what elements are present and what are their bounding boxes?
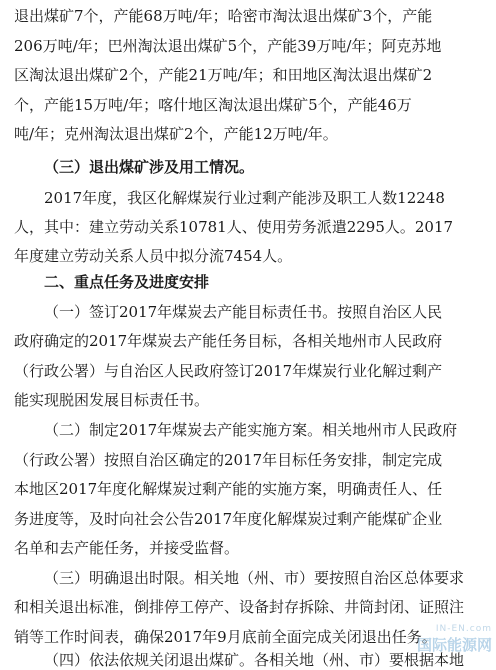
text-line: （四）依法依规关闭退出煤矿。各相关地（州、市）要根据本地 [44,651,465,669]
watermark-name: 国际能源网 [416,636,492,654]
text-line: （行政公署）与自治区人民政府签订2017年煤炭行业化解过剩产 [14,362,443,380]
text-line: 政府确定的2017年煤炭去产能任务目标，各相关地州市人民政府 [14,332,443,350]
text-line: 和相关退出标准，倒排停工停产、设备封存拆除、井筒封闭、证照注 [14,598,465,616]
text-line: 能实现脱困发展目标责任书。 [14,391,210,409]
text-line: 退出煤矿7个，产能68万吨/年；哈密市淘汰退出煤矿3个，产能 [14,7,433,25]
text-line: 个，产能15万吨/年；喀什地区淘汰退出煤矿5个，产能46万 [14,96,412,114]
text-line: 区淘汰退出煤矿2个，产能21万吨/年；和田地区淘汰退出煤矿2 [14,66,433,84]
text-line: 名单和去产能任务，并接受监督。 [14,539,240,557]
watermark-url: IN-EN.com [435,624,492,634]
text-line: 人，其中：建立劳动关系10781人、使用劳务派遣2295人。2017 [14,218,454,236]
section-heading: 二、重点任务及进度安排 [44,273,210,291]
text-line: （一）签订2017年煤炭去产能目标责任书。按照自治区人民 [44,303,443,321]
text-line: 2017年度，我区化解煤炭行业过剩产能涉及职工人数12248 [44,189,445,207]
text-line: 206万吨/年；巴州淘汰退出煤矿5个，产能39万吨/年；阿克苏地 [14,37,442,55]
text-line: 年度建立劳动关系人员中拟分流7454人。 [14,247,293,265]
text-line: 吨/年；克州淘汰退出煤矿2个，产能12万吨/年。 [14,125,338,143]
text-line: 本地区2017年度化解煤炭过剩产能的实施方案，明确责任人、任 [14,480,443,498]
text-line: （三）明确退出时限。相关地（州、市）要按照自治区总体要求 [44,569,465,587]
subsection-heading: （三）退出煤矿涉及用工情况。 [44,158,255,176]
text-line: （行政公署）按照自治区确定的2017年目标任务安排，制定完成 [14,451,443,469]
text-line: 销等工作时间表，确保2017年9月底前全面完成关闭退出任务。 [14,628,437,646]
text-line: （二）制定2017年煤炭去产能实施方案。相关地州市人民政府 [44,421,458,439]
text-line: 务进度等，及时向社会公告2017年度化解煤炭过剩产能煤矿企业 [14,510,443,528]
